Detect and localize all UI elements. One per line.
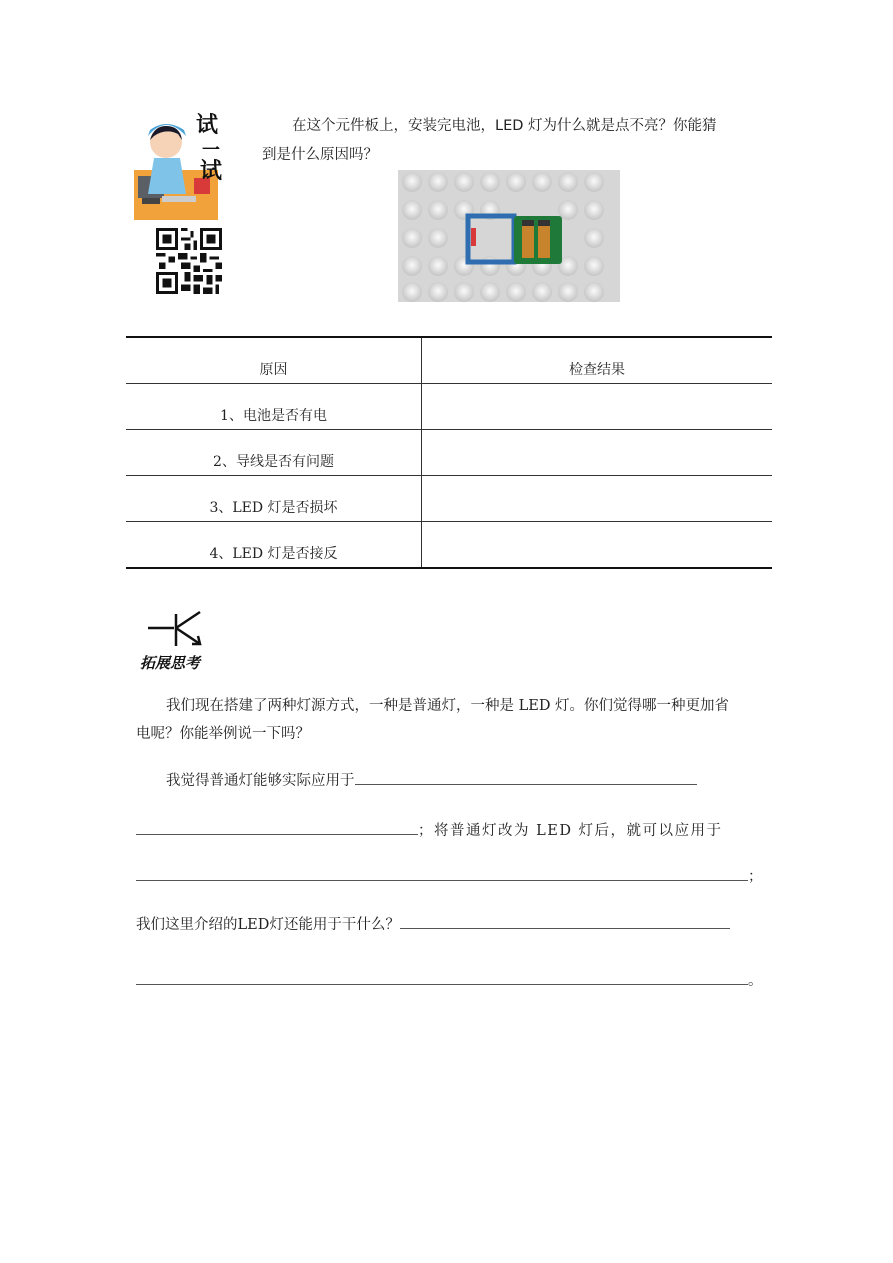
result-cell[interactable] bbox=[422, 476, 773, 522]
prompt-2: ；将普通灯改为 LED 灯后，就可以应用于 bbox=[418, 823, 723, 839]
question-line-2: 电呢？你能举例说一下吗？ bbox=[136, 726, 310, 742]
reason-cell: 3、LED 灯是否损坏 bbox=[126, 476, 422, 522]
reason-cell: 2、导线是否有问题 bbox=[126, 430, 422, 476]
end-period: 。 bbox=[748, 973, 763, 989]
answer-blank-5[interactable] bbox=[136, 968, 748, 985]
table-row bbox=[126, 430, 772, 476]
question-line-1: 我们现在搭建了两种灯源方式，一种是普通灯，一种是 LED 灯。你们觉得哪一种更加省 bbox=[166, 698, 730, 714]
answer-row-2 bbox=[136, 818, 776, 844]
table-row bbox=[126, 522, 772, 569]
extension-question bbox=[136, 692, 776, 748]
try-it-kid-icon bbox=[134, 112, 226, 220]
header-reason: 原因 bbox=[126, 337, 422, 384]
answer-blank-1[interactable] bbox=[355, 768, 697, 785]
try-it-illustration bbox=[134, 112, 226, 220]
prompt-3: 我们这里介绍的LED灯还能用于干什么？ bbox=[136, 917, 400, 933]
reason-cell: 4、LED 灯是否接反 bbox=[126, 522, 422, 569]
qr-code-icon bbox=[156, 228, 222, 294]
try-it-char-1: 试 bbox=[196, 113, 219, 138]
intro-question bbox=[262, 112, 762, 170]
extension-title: 拓展思考 bbox=[140, 654, 201, 672]
answer-blank-3[interactable] bbox=[136, 864, 748, 881]
result-cell[interactable] bbox=[422, 522, 773, 569]
reason-cell: 1、电池是否有电 bbox=[126, 384, 422, 430]
answer-row-3 bbox=[136, 864, 776, 890]
intro-line-2: 到是什么原因吗？ bbox=[262, 147, 378, 163]
answer-blank-4[interactable] bbox=[400, 912, 730, 929]
answer-blank-2[interactable] bbox=[136, 818, 418, 835]
answer-row-1 bbox=[136, 768, 776, 794]
result-cell[interactable] bbox=[422, 384, 773, 430]
check-table bbox=[126, 336, 772, 569]
result-cell[interactable] bbox=[422, 430, 773, 476]
table-header-row bbox=[126, 337, 772, 384]
extension-thinking-icon bbox=[138, 608, 228, 672]
end-semicolon: ； bbox=[748, 869, 763, 885]
answer-row-4 bbox=[136, 912, 776, 938]
header-result: 检查结果 bbox=[422, 337, 773, 384]
table-row bbox=[126, 476, 772, 522]
try-it-char-3: 试 bbox=[200, 159, 223, 184]
table-row bbox=[126, 384, 772, 430]
prompt-1: 我觉得普通灯能够实际应用于 bbox=[166, 773, 355, 789]
intro-line-1: 在这个元件板上，安装完电池，LED 灯为什么就是点不亮？你能猜 bbox=[292, 118, 717, 134]
answer-row-5 bbox=[136, 968, 776, 994]
circuit-board-photo bbox=[398, 170, 620, 302]
try-it-char-2: 一 bbox=[202, 140, 220, 161]
